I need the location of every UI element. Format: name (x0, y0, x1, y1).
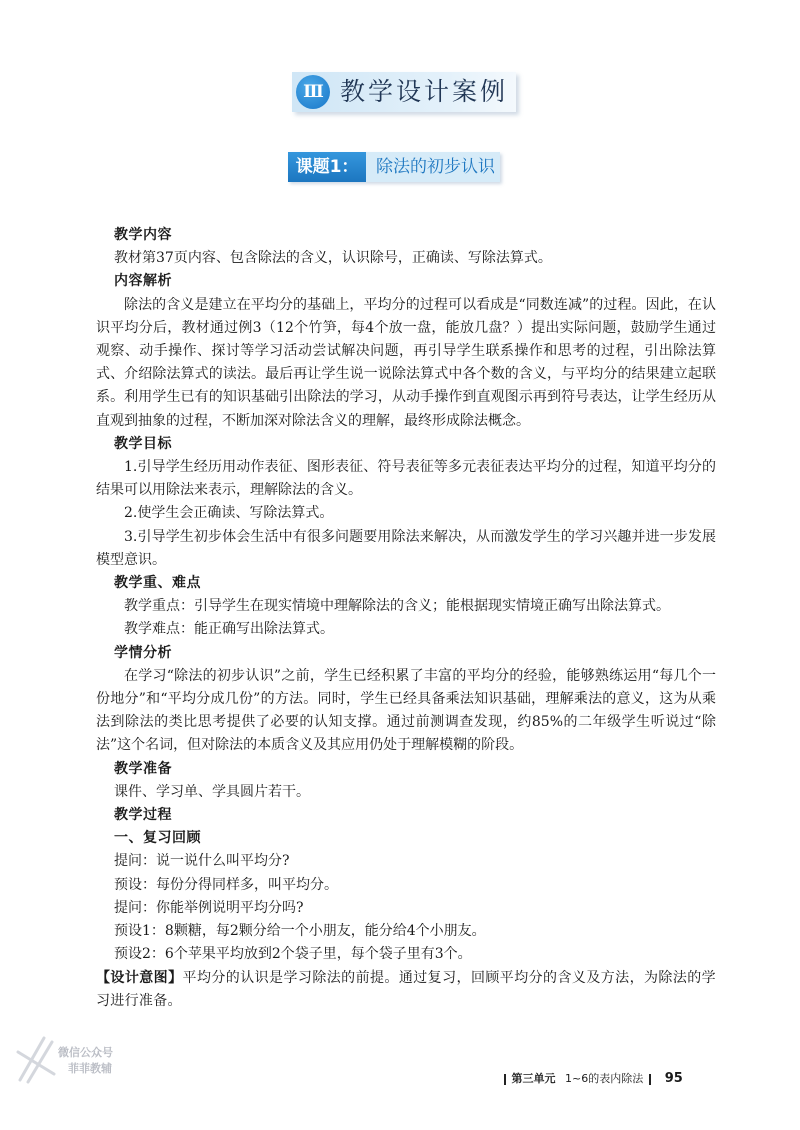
page-footer (498, 1069, 683, 1089)
heading-preparation: 教学准备 (114, 760, 172, 777)
lesson-body (96, 224, 716, 1013)
watermark-line-2: 菲菲教辅 (68, 1062, 112, 1075)
goal-item-2: 2.使学生会正确读、写除法算式。 (124, 505, 334, 522)
heading-teaching-process: 教学过程 (114, 807, 172, 824)
topic-label: 课题1： (288, 152, 366, 182)
goal-item-3: 3.引导学生初步体会生活中有很多问题要用除法来解决，从而激发学生的学习兴趣并进一步发展模型意识。 (96, 528, 716, 568)
student-analysis-text: 在学习“除法的初步认识”之前，学生已经积累了丰富的平均分的经验，能够熟练运用“每几个一份地分”和“平均分成几份”的方法。同时，学生已经具备乘法知识基础，理解乘法的意义，这为从乘法到除法的类比思考提供了必要的认知支撑。通过前测调查发现，约85%的二年级学生听说过“除法”这个名词，但对除法的本质含义及其应用仍处于理解模糊的阶段。 (96, 667, 716, 754)
lesson-topic-tag (288, 152, 500, 182)
design-intent-tag: 【设计意图】 (96, 969, 183, 986)
design-intent-note (96, 967, 716, 1013)
section-number-badge: Ⅲ (296, 75, 330, 109)
watermark-line-1: 微信公众号 (58, 1046, 113, 1059)
watermark (14, 1030, 124, 1090)
question-1: 提问：说一说什么叫平均分? (114, 853, 290, 870)
topic-title: 除法的初步认识 (366, 152, 500, 182)
heading-teaching-content: 教学内容 (114, 227, 172, 243)
heading-review: 一、复习回顾 (114, 830, 201, 847)
heading-teaching-goals: 教学目标 (114, 435, 172, 452)
answer-1: 预设：每份分得同样多，叫平均分。 (114, 876, 338, 893)
pencil-ruler-icon (14, 1030, 60, 1086)
preparation-text: 课件、学习单、学具圆片若干。 (114, 783, 310, 800)
question-2: 提问：你能举例说明平均分吗? (114, 899, 304, 916)
page-number: 95 (664, 1071, 683, 1086)
heading-student-analysis: 学情分析 (114, 644, 172, 661)
heading-key-points: 教学重、难点 (114, 575, 201, 592)
design-intent-text: 平均分的认识是学习除法的前提。通过复习，回顾平均分的含义及方法，为除法的学习进行准备。 (96, 969, 716, 1009)
section-banner (292, 72, 516, 112)
content-analysis-text: 除法的含义是建立在平均分的基础上，平均分的过程可以看成是“同数连减”的过程。因此，在认识平均分后，教材通过例3（12个竹笋，每4个放一盘，能放几盘？）提出实际问题，鼓励学生通过观察、动手操作、探讨等学习活动尝试解决问题，再引导学生联系操作和思考的过程，引出除法算式、介绍除法算式的读法。最后再让学生说一说除法算式中各个数的含义，与平均分的结果建立起联系。利用学生已有的知识基础引出除法的学习，从动手操作到直观图示再到符号表达，让学生经历从直观到抽象的过程，不断加深对除法含义的理解，最终形成除法概念。 (96, 296, 716, 429)
footer-unit: 第三单元 (511, 1072, 556, 1085)
heading-content-analysis: 内容解析 (114, 273, 172, 290)
key-point-text: 教学重点：引导学生在现实情境中理解除法的含义；能根据现实情境正确写出除法算式。 (124, 598, 670, 615)
section-title: 教学设计案例 (340, 77, 509, 106)
footer-divider-right (649, 1074, 651, 1085)
answer-2-2: 预设2：6个苹果平均放到2个袋子里，每个袋子里有3个。 (114, 946, 472, 963)
answer-2-1: 预设1：8颗糖，每2颗分给一个小朋友，能分给4个小朋友。 (114, 923, 486, 940)
goal-item-1: 1.引导学生经历用动作表征、图形表征、符号表征等多元表征表达平均分的过程，知道平均分的结果可以用除法来表示，理解除法的含义。 (96, 459, 716, 499)
footer-chapter: 1~6的表内除法 (565, 1072, 644, 1085)
teaching-content-text: 教材第37页内容、包含除法的含义，认识除号，正确读、写除法算式。 (114, 250, 552, 267)
footer-divider-left (504, 1074, 506, 1085)
difficult-point-text: 教学难点：能正确写出除法算式。 (124, 621, 334, 638)
